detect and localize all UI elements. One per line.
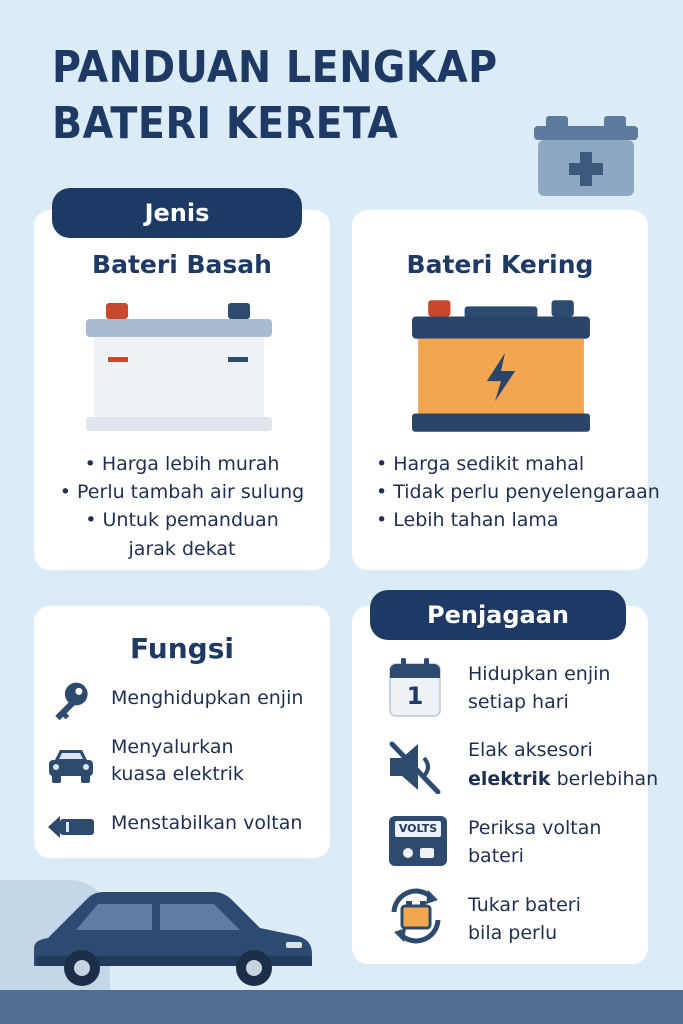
fungsi-item-2-line1: Menyalurkan	[111, 736, 234, 758]
plug-icon	[46, 812, 96, 842]
penjagaan-item-3-line2: bateri	[468, 845, 524, 867]
bateri-kering-points	[376, 450, 660, 534]
battery-plus-icon	[532, 112, 640, 198]
wet-battery-icon	[84, 298, 274, 434]
fungsi-item-1: Menghidupkan enjin	[111, 687, 304, 709]
car-icon	[46, 746, 96, 786]
calendar-day: 1	[406, 682, 424, 710]
bateri-basah-points	[34, 450, 330, 534]
list-item: • Perlu tambah air sulung	[34, 478, 330, 506]
list-item: • Harga lebih murah	[34, 450, 330, 478]
title-line-1: PANDUAN LENGKAP	[52, 42, 498, 93]
title-line-2: BATERI KERETA	[52, 98, 399, 149]
penjagaan-item-3-line1: Periksa voltan	[468, 817, 602, 839]
car-illustration	[28, 886, 318, 986]
bateri-basah-title: Bateri Basah	[92, 250, 272, 279]
jenis-heading: Jenis	[52, 188, 302, 238]
fungsi-item-2-line2: kuasa elektrik	[111, 763, 244, 785]
penjagaan-item-4-line2: bila perlu	[468, 922, 558, 944]
mute-speaker-icon	[386, 740, 442, 794]
penjagaan-item-2-line1: Elak aksesori	[468, 739, 593, 761]
page-title	[52, 40, 498, 152]
penjagaan-item-2-line2	[468, 765, 658, 793]
road	[0, 990, 683, 1024]
calendar-icon	[388, 658, 442, 718]
penjagaan-heading: Penjagaan	[370, 590, 626, 640]
penjagaan-item-1-line2: setiap hari	[468, 691, 569, 713]
penjagaan-item-2-rest: berlebihan	[550, 768, 659, 790]
volts-label: VOLTS	[398, 822, 438, 835]
battery-replace-icon	[384, 884, 448, 948]
fungsi-heading: Fungsi	[130, 632, 234, 665]
voltmeter-icon	[388, 815, 448, 867]
list-item-continuation: jarak dekat	[128, 538, 236, 560]
list-item: • Lebih tahan lama	[376, 506, 646, 534]
key-icon	[48, 680, 94, 722]
list-item: • Tidak perlu penyelengaraan	[376, 478, 646, 506]
list-item: • Harga sedikit mahal	[376, 450, 646, 478]
fungsi-item-3: Menstabilkan voltan	[111, 812, 303, 834]
penjagaan-item-4-line1: Tukar bateri	[468, 894, 581, 916]
penjagaan-item-2-bold: elektrik	[468, 768, 551, 790]
list-item: • Untuk pemanduan	[34, 506, 330, 534]
penjagaan-item-1-line1: Hidupkan enjin	[468, 663, 611, 685]
bateri-kering-title: Bateri Kering	[406, 250, 594, 279]
dry-battery-icon	[410, 298, 592, 434]
